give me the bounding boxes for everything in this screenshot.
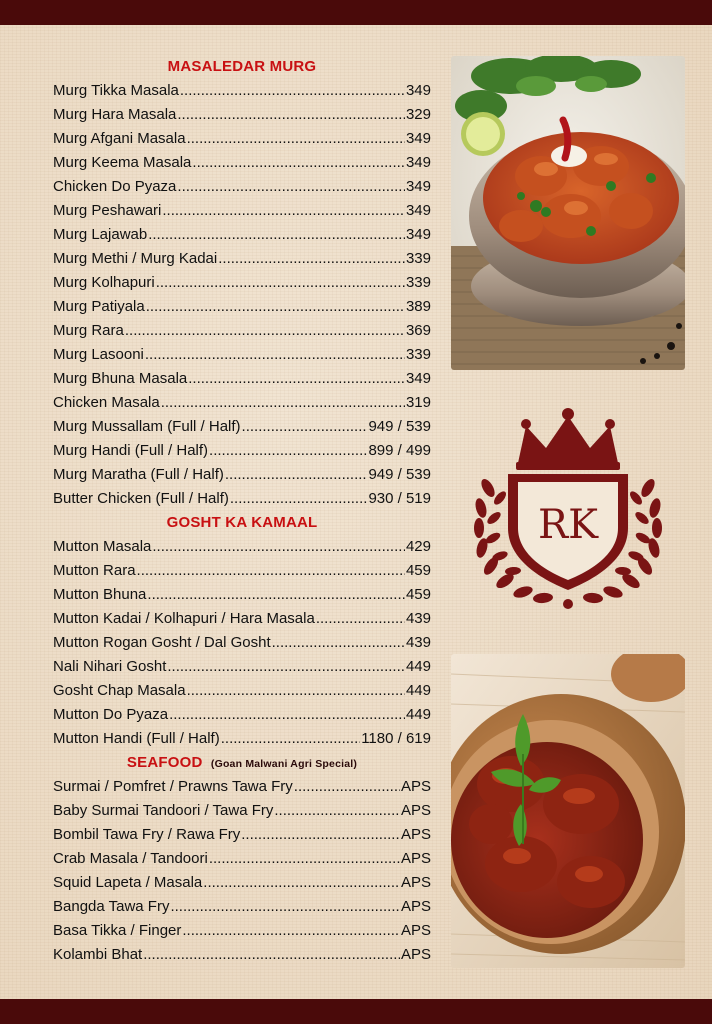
section-title-seafood-text: SEAFOOD bbox=[126, 754, 203, 771]
mutton-curry-photo bbox=[451, 654, 685, 968]
menu-item: Murg Handi (Full / Half) ..... 899 / 499 bbox=[53, 439, 431, 463]
menu-item: Squid Lapeta / Masala ..... APS bbox=[53, 871, 431, 895]
menu-item: Murg Patiyala ..... 389 bbox=[53, 295, 431, 319]
menu-item: Bangda Tawa Fry ..... APS bbox=[53, 895, 431, 919]
menu-item: Murg Maratha (Full / Half) ..... 949 / 539 bbox=[53, 463, 431, 487]
menu-item: Mutton Bhuna ..... 459 bbox=[53, 583, 431, 607]
menu-item: Mutton Rogan Gosht / Dal Gosht ..... 439 bbox=[53, 631, 431, 655]
crest-emblem-icon bbox=[468, 408, 668, 613]
section-gosht-ka-kamaal bbox=[53, 535, 431, 751]
section-masaledar-murg bbox=[53, 79, 431, 511]
chicken-curry-photo bbox=[451, 56, 685, 370]
mutton-curry-illustration bbox=[451, 654, 685, 968]
menu-item: Baby Surmai Tandoori / Tawa Fry ..... APS bbox=[53, 799, 431, 823]
menu-list bbox=[53, 55, 431, 967]
menu-item: Mutton Do Pyaza ..... 449 bbox=[53, 703, 431, 727]
menu-item: Murg Afgani Masala ..... 349 bbox=[53, 127, 431, 151]
menu-item: Murg Peshawari ..... 349 bbox=[53, 199, 431, 223]
section-title-gosht-ka-kamaal: GOSHT KA KAMAAL bbox=[166, 514, 318, 531]
menu-item: Mutton Kadai / Kolhapuri / Hara Masala ..... 439 bbox=[53, 607, 431, 631]
monogram: RK bbox=[538, 502, 598, 548]
rk-crest-logo bbox=[468, 408, 668, 613]
section-title-masaledar-murg: MASALEDAR MURG bbox=[167, 58, 317, 75]
menu-item: Murg Lasooni ..... 339 bbox=[53, 343, 431, 367]
chicken-curry-illustration bbox=[451, 56, 685, 370]
menu-item: Chicken Do Pyaza ..... 349 bbox=[53, 175, 431, 199]
menu-item: Murg Lajawab ..... 349 bbox=[53, 223, 431, 247]
menu-item: Nali Nihari Gosht ..... 449 bbox=[53, 655, 431, 679]
menu-item: Gosht Chap Masala ..... 449 bbox=[53, 679, 431, 703]
section-title-seafood bbox=[53, 751, 431, 775]
menu-item: Mutton Masala ..... 429 bbox=[53, 535, 431, 559]
menu-item: Kolambi Bhat ..... APS bbox=[53, 943, 431, 967]
menu-item: Surmai / Pomfret / Prawns Tawa Fry ..... APS bbox=[53, 775, 431, 799]
section-seafood bbox=[53, 775, 431, 967]
top-band bbox=[0, 0, 712, 25]
menu-item: Murg Kolhapuri ..... 339 bbox=[53, 271, 431, 295]
menu-item: Butter Chicken (Full / Half) ..... 930 / 519 bbox=[53, 487, 431, 511]
menu-item: Basa Tikka / Finger ..... APS bbox=[53, 919, 431, 943]
menu-item: Murg Tikka Masala ..... 349 bbox=[53, 79, 431, 103]
menu-item: Murg Keema Masala ..... 349 bbox=[53, 151, 431, 175]
menu-item: Mutton Rara ..... 459 bbox=[53, 559, 431, 583]
bottom-band bbox=[0, 999, 712, 1024]
menu-item: Bombil Tawa Fry / Rawa Fry ..... APS bbox=[53, 823, 431, 847]
menu-item: Chicken Masala ..... 319 bbox=[53, 391, 431, 415]
menu-item: Mutton Handi (Full / Half) ..... 1180 / 619 bbox=[53, 727, 431, 751]
menu-item: Murg Rara ..... 369 bbox=[53, 319, 431, 343]
menu-item: Murg Hara Masala ..... 329 bbox=[53, 103, 431, 127]
menu-item: Murg Bhuna Masala ..... 349 bbox=[53, 367, 431, 391]
menu-item: Murg Mussallam (Full / Half) ..... 949 / 539 bbox=[53, 415, 431, 439]
menu-item: Murg Methi / Murg Kadai ..... 339 bbox=[53, 247, 431, 271]
menu-item: Crab Masala / Tandoori ..... APS bbox=[53, 847, 431, 871]
section-subtitle-seafood: (Goan Malwani Agri Special) bbox=[210, 758, 358, 770]
